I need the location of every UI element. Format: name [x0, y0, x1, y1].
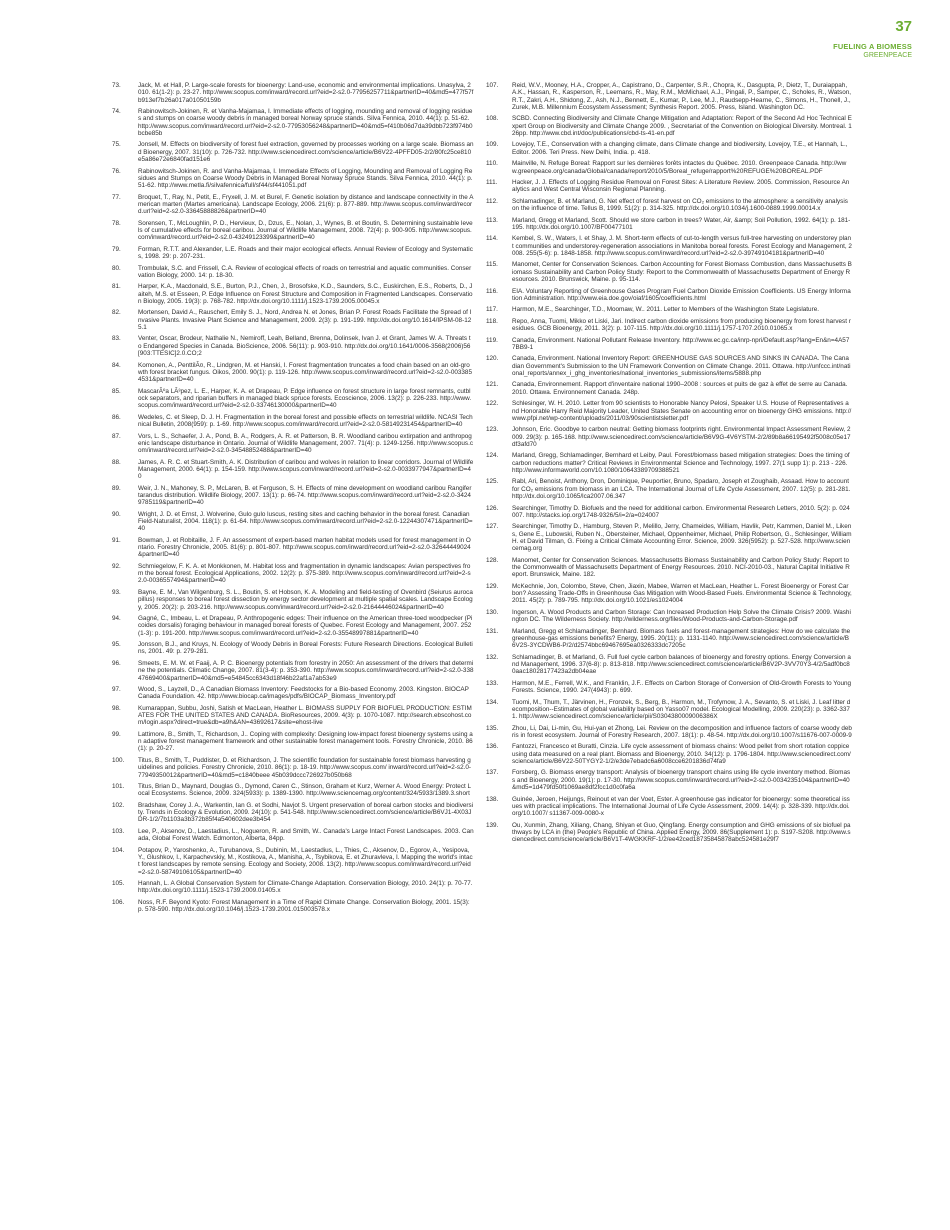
- reference-item: [112, 283, 474, 305]
- reference-number: 113.: [486, 216, 498, 224]
- reference-item: [112, 265, 474, 280]
- reference-number: 125.: [486, 478, 499, 486]
- reference-text: James, A. R. C. et Stuart-Smith, A. K. Distribution of caribou and wolves in relation to linear corridors. Journal of Wildlife Management, 2000. 64(1): p. 154-159. http://www.scopus.com/inward/record.url?eid=2-s2.0-0033977947&partnerID=40: [138, 458, 474, 481]
- reference-text: Lattimore, B., Smith, T., Richardson, J.. Coping with complexity: Designing low-impact forest bioenergy systems using an adaptive forest management framework and other sustainable forest management tools. Forestry Chronicle, 2010. 86(1): p. 20-27.: [138, 730, 473, 753]
- reference-item: [112, 641, 474, 656]
- reference-item: [486, 583, 852, 605]
- reference-text: MascarÃºa LÃ³pez, L. E., Harper, K. A. et Drapeau, P. Edge influence on forest structure in large forest remnants, cutblock separators, and riparian buffers in managed black spruce forests. Ecoscience, 2006. 13(2): p. 226-233. http://www.scopus.com/inward/record.url?eid=2-s2.0-33746130000&partnerID=40: [138, 387, 472, 410]
- reference-item: [486, 261, 852, 283]
- reference-item: [112, 828, 474, 843]
- reference-number: 77.: [112, 193, 121, 201]
- reference-text: Rabl, Ari, Benoist, Anthony, Dron, Dominique, Peuportier, Bruno, Spadaro, Joseph et Zoughaib, Assaad. How to account for CO₂ emissions from biomass in an LCA. The International Journal of Life Cycle Assessment, 2007. 12(5): p. 281-281. http://dx.doi.org/10.1065/lca2007.06.347: [512, 478, 851, 501]
- reference-item: [486, 557, 852, 579]
- reference-item: [112, 362, 474, 384]
- reference-item: [112, 899, 474, 914]
- reference-number: 87.: [112, 432, 121, 440]
- reference-number: 105.: [112, 880, 125, 888]
- reference-text: Zhou, Li, Dai, Li-min, Gu, Hui-yan et Zhong, Lei. Review on the decomposition and influence factors of coarse woody debris in forest ecosystem. Journal of Forestry Research, 2007. 18(1): p. 48-54. http://dx.doi.org/10.1007/s11676-007-0009-9: [512, 724, 852, 739]
- reference-text: Schlamadinger, B. et Marland, G. Full fuel cycle carbon balances of bioenergy and forestry options. Energy Conversion and Management, 1996. 37(6-8): p. 813-818. http://www.sciencedirect.com/science/article/B6V2P-3VV70Y3-4/2/5adf0bc80aac18028177423a2db04eae: [512, 653, 851, 676]
- reference-text: Schlamadinger, B. et Marland, G. Net effect of forest harvest on CO₂ emissions to the atmosphere: a sensitivity analysis on the influence of time. Tellus B, 1999. 51(2): p. 314-325. http://dx.doi.org/10.1034/j.1600-0889.1999.00014.x: [512, 197, 848, 213]
- reference-number: 86.: [112, 413, 121, 421]
- reference-item: [112, 388, 474, 410]
- reference-item: [112, 615, 474, 637]
- reference-item: [486, 628, 852, 650]
- reference-text: McKechnie, Jon, Colombo, Steve, Chen, Jiaxin, Mabee, Warren et MacLean, Heather L. Forest Bioenergy or Forest Carbon? Assessing Trade-Offs in Greenhouse Gas Mitigation with Wood-Based Fuels. Environmental Science & Technology, 2011. 45(2): p. 789-795. http://dx.doi.org/10.1021/es1024004: [512, 582, 852, 605]
- reference-text: Ingerson, A. Wood Products and Carbon Storage: Can Increased Production Help Solve the Climate Crisis? 2009. Washington DC. The Wilderness Society. http://wilderness.org/files/Wood-Products-and-Carbon-Storage.pdf: [512, 608, 851, 624]
- reference-item: [112, 309, 474, 331]
- reference-text: Mainville, N. Refuge Boreal: Rapport sur les dernières forêts intactes du Québec. 2010. Greenpeace Canada. http://www.greenpeace.org/canada/Global/canada/report/2010/5/Boreal_refuge/rapport%20REFUGE%20BOREAL.PDF: [512, 160, 847, 175]
- reference-item: [112, 757, 474, 779]
- reference-number: 73.: [112, 82, 121, 89]
- reference-text: Schlesinger, W. H. 2010. Letter from 90 scientists to Honorable Nancy Pelosi, Speaker U.S. House of Representatives and Honorable Harry Reid Majority Leader, United States Senate on accounting error on bioenergy GHG emissions. http://www.pfpi.net/wp-content/uploads/2011/03/90scientistsletter.pdf: [512, 400, 852, 422]
- publisher-name: GREENPEACE: [863, 52, 912, 59]
- reference-item: [112, 335, 474, 357]
- reference-item: [486, 796, 852, 818]
- reference-text: Forsberg, G. Biomass energy transport: Analysis of bioenergy transport chains using life cycle inventory method. Biomass and Bioenergy, 2000. 19(1): p. 17-30. http://www.scopus.com/inward/record.url?eid=2-s2.0-0034235104&partnerID=40&md5=1d479fd50f1069ae8df2fcc1d0c0fa6a: [512, 769, 851, 792]
- reference-number: 102.: [112, 801, 125, 809]
- reference-text: Reid, W.V., Mooney, H.A., Cropper, A., Capistrano, D., Carpenter, S.R., Chopra, K., Dasgupta, P., Dietz, T., Duraiappah, A.K., Hassan, R., Kasperson, R., Leemans, R., May, R.M., McMichael, A.J., Pingali, P., Samper, C., Scholes, R., Watson, R.T., Zakri, A.H., Shidong, Z., Ash, N.J., Bennett, E., Kumar, P., Lee, M.J., Raudsepp-Hearne, C., Simons, H., Thonell, J., Zurek, M.B. Millennium Ecosystem Assessment; Synthesis Report. 2005. Press, Island. Washington DC.: [512, 82, 852, 111]
- reference-item: [112, 246, 474, 261]
- reference-text: Kumarappan, Subbu, Joshi, Satish et MacLean, Heather L. BIOMASS SUPPLY FOR BIOFUEL PRODUCTION: ESTIMATES FOR THE UNITED STATES AND CANADA. BioResources, 2009. 4(3): p. 1070-1087. http://search.ebscohost.com/login.aspx?direct=true&db=a9h&AN=43692617&site=ehost-live: [138, 704, 472, 727]
- reference-number: 78.: [112, 219, 121, 227]
- page-number: 37: [895, 18, 912, 35]
- reference-item: [112, 563, 474, 585]
- reference-text: Titus, B., Smith, T., Puddister, D. et Richardson, J. The scientific foundation for sustainable forest biomass harvesting guidelines and policies. Forestry Chronicle, 2010. 86(1): p. 18-19. http://www.scopus.com/ inward/record.url?eid=2-s2.0-77949350012&partnerID=40&md5=c1840beee 45b039dccc726927b050b68: [138, 756, 472, 779]
- reference-number: 132.: [486, 653, 499, 661]
- reference-text: Marland, Gregg et Schlamadinger, Bernhard. Biomass fuels and forest-management strategies: How do we calculate the greenhouse-gas emissions benefits? Energy, 1995. 20(11): p. 1131-1140. http://www.sciencedirect.com/science/article/B6V2S-3YCDWB6-P/2/d2574bbc69467695ea0326333dc7205c: [512, 627, 851, 650]
- reference-number: 89.: [112, 484, 121, 492]
- report-title: FUELING A BIOMESS: [833, 42, 912, 51]
- reference-item: [486, 505, 852, 520]
- reference-text: Wedeles, C. et Sleep, D. J. H. Fragmentation in the boreal forest and possible effects on terrestrial wildlife. NCASI Technical Bulletin, 2008(959): p. 1-69. http://www.scopus.com/inward/record.url?eid=2-s2.0-58149231454&partnerID=40: [138, 413, 473, 429]
- reference-text: Jonsson, B.J., and Kruys, N. Ecology of Woody Debris in Boreal Forests: Future Research Directions. Ecological Bulletins, 2001. 49: p. 279-281.: [138, 641, 473, 656]
- reference-text: SCBD. Connecting Biodiversity and Climate Change Mitigation and Adaptation: Report of the Second Ad Hoc Technical Expert Group on Biodiversity and Climate Change 2009. , Secretariat of the Convention on Biological Diversity. Montreal. 126pp. http://www.cbd.int/doc/publications/cbd-ts-41-en.pdf: [512, 115, 852, 137]
- reference-number: 121.: [486, 381, 499, 389]
- reference-number: 98.: [112, 704, 121, 712]
- reference-item: [112, 459, 474, 481]
- reference-item: [112, 485, 474, 507]
- reference-text: Mortensen, David A., Rauschert, Emily S. J., Nord, Andrea N. et Jones, Brian P. Forest Roads Facilitate the Spread of Invasive Plants. Invasive Plant Science and Management, 2009. 2(3): p. 191-199. http://dx.doi.org/10.1614/IPSM-08-125.1: [138, 309, 472, 331]
- reference-number: 134.: [486, 698, 499, 706]
- reference-number: 83.: [112, 335, 121, 343]
- reference-number: 118.: [486, 317, 498, 325]
- reference-item: [112, 847, 474, 876]
- reference-item: [486, 680, 852, 695]
- reference-number: 136.: [486, 743, 499, 751]
- reference-item: [112, 589, 474, 611]
- reference-text: Trombulak, S.C. and Frissell, C.A. Review of ecological effects of roads on terrestrial and aquatic communities. Conservation Biology, 2000. 14: p. 18-30.: [138, 264, 472, 279]
- reference-item: [112, 705, 474, 727]
- reference-number: 126.: [486, 504, 499, 512]
- reference-text: Canada, Environment. National Pollutant Release Inventory. http://www.ec.gc.ca/inrp-npri/Default.asp?lang=En&n=4A577BB9-1: [512, 336, 850, 351]
- reference-number: 111.: [486, 179, 498, 187]
- reference-text: Bayne, E. M., Van Wilgenburg, S. L., Boutin, S. et Hobson, K. A. Modeling and field-testing of Ovenbird (Seiurus aurocapillus) responses to boreal forest dissection by energy sector development at multiple spatial scales. Landscape Ecology, 2005. 20(2): p. 203-216. http://www.scopus.com/inward/record.url?eid=2-s2.0-21644446024&partnerID=40: [138, 588, 473, 611]
- reference-item: [486, 478, 852, 500]
- reference-number: 137.: [486, 769, 499, 777]
- reference-number: 138.: [486, 795, 499, 803]
- reference-number: 129.: [486, 582, 499, 590]
- reference-number: 76.: [112, 167, 121, 175]
- reference-number: 75.: [112, 141, 121, 149]
- reference-text: Komonen, A., PenttilÃ¤, R., Lindgren, M. et Hanski, I. Forest fragmentation truncates a food chain based on an old-growth forest bracket fungus. Oikos, 2000. 90(1): p. 119-126. http://www.scopus.com/inward/record.url?eid=2-s2.0-0033854531&partnerID=40: [138, 361, 472, 384]
- reference-number: 135.: [486, 724, 499, 732]
- reference-number: 116.: [486, 287, 498, 295]
- reference-text: Venter, Oscar, Brodeur, Nathalie N., Nemiroff, Leah, Belland, Brenna, Dolinsek, Ivan J. et Grant, James W. A. Threats to Endangered Species in Canada. BioScience, 2006. 56(11): p. 903-910. http://dx.doi.org/10.1641/0006-3568(2006)56[903:TTESIC]2.0.CO;2: [138, 335, 471, 358]
- reference-text: Repo, Anna, Tuomi, Mikko et Liski, Jari. Indirect carbon dioxide emissions from producing bioenergy from forest harvest residues. GCB Bioenergy, 2011. 3(2): p. 107-115. http://dx.doi.org/10.1111/j.1757-1707.2010.01065.x: [512, 317, 851, 333]
- reference-item: [486, 609, 852, 624]
- reference-number: 114.: [486, 235, 498, 243]
- reference-item: [486, 699, 852, 721]
- reference-number: 106.: [112, 898, 125, 906]
- reference-item: [112, 82, 474, 104]
- reference-text: Searchinger, Timothy D., Hamburg, Steven P., Melillo, Jerry, Chameides, William, Havlik, Petr, Kammen, Daniel M., Likens, Gene E., Lubowski, Ruben N., Obersteiner, Michael, Oppenheimer, Michael, Philip Robertson, G., Schlesinger, William H. et David Tilman, G. Fixing a Critical Climate Accounting Error. Science, 2009. 326(5952): p. 527-528. http://www.sciencemag.org: [512, 523, 852, 553]
- reference-item: [112, 731, 474, 753]
- reference-number: 79.: [112, 245, 121, 253]
- reference-item: [112, 537, 474, 559]
- reference-item: [486, 115, 852, 137]
- reference-number: 124.: [486, 452, 499, 460]
- reference-item: [112, 194, 474, 216]
- reference-number: 91.: [112, 536, 121, 544]
- reference-number: 94.: [112, 615, 121, 623]
- reference-item: [486, 400, 852, 422]
- reference-number: 127.: [486, 523, 499, 531]
- reference-item: [486, 523, 852, 552]
- reference-number: 108.: [486, 115, 499, 123]
- references-left-column: [112, 82, 474, 918]
- reference-number: 101.: [112, 783, 125, 790]
- reference-number: 100.: [112, 756, 125, 764]
- reference-number: 103.: [112, 827, 125, 835]
- reference-text: Noss, R.F. Beyond Kyoto: Forest Management in a Time of Rapid Climate Change. Conservation Biology, 2001. 15(3): p. 578-590. http://dx.doi.org/10.1046/j.1523-1739.2001.015003578.x: [138, 898, 470, 914]
- reference-number: 133.: [486, 679, 499, 687]
- page-header: [833, 18, 912, 59]
- reference-item: [486, 160, 852, 175]
- reference-item: [486, 198, 852, 213]
- reference-text: Smeets, E. M. W. et Faaij, A. P. C. Bioenergy potentials from forestry in 2050: An assessment of the drivers that determine the potentials. Climatic Change, 2007. 81(3-4): p. 353-390. http://www.scopus.com/inward/record.url?eid=2-s2.0-33847669400&partnerID=40&md5=e54845cc6343d18f46b22af1a7ab53e9: [138, 659, 474, 682]
- reference-text: Marland, Gregg et Marland, Scott. Should we store carbon in trees? Water, Air, &amp; Soil Pollution, 1992. 64(1): p. 181-195. http://dx.doi.org/10.1007/BF00477101: [512, 216, 851, 231]
- reference-number: 93.: [112, 588, 121, 596]
- reference-text: EIA. Voluntary Reporting of Greenhouse Gases Program Fuel Carbon Dioxide Emission Coefficients. US Energy Information Administration. http://www.eia.doe.gov/oiaf/1605/coefficients.html: [512, 287, 851, 302]
- reference-text: Gagné, C., Imbeau, L. et Drapeau, P. Anthropogenic edges: Their influence on the American three-toed woodpecker (Picoides dorsalis) foraging behaviour in managed boreal forests of Quebec. Forest Ecology and Management, 2007. 252(1-3): p. 191-200. http://www.scopus.com/inward/record.url?eid=2-s2.0-35548997881&partnerID=40: [138, 615, 473, 637]
- reference-text: Manomet, Center for Conservation Sciences. Massachusetts Biomass Sustainability and Carbon Policy Study: Report to the Commonwealth of Massachusetts Department of Energy Resources. 2010. NCI-2010-03., Natural Capital Initiative Report. Brunswick, Maine. 182.: [512, 556, 850, 579]
- reference-number: 123.: [486, 426, 499, 434]
- reference-item: [112, 511, 474, 533]
- reference-number: 130.: [486, 608, 499, 616]
- reference-text: Hacker, J. J. Effects of Logging Residue Removal on Forest Sites: A Literature Review. 2005. Commission, Resource Analytics and West Central Wisconsin Regional Planning.: [512, 179, 850, 194]
- reference-text: Potapov, P., Yaroshenko, A., Turubanova, S., Dubinin, M., Laestadius, L., Thies, C., Aksenov, D., Egorov, A., Yesipova, Y., Glushkov, I., Karpachevskiy, M., Kostikova, A., Manisha, A., Tsybikova, E. et Zhuravleva, I. Mapping the world's intact forest landscapes by remote sensing. Ecology and Society, 2008. 13(2). http://www.scopus.com/inward/record.url?eid=2-s2.0-58749106105&partnerID=40: [138, 846, 473, 876]
- reference-number: 128.: [486, 556, 499, 564]
- reference-item: [112, 802, 474, 824]
- reference-item: [112, 414, 474, 429]
- reference-number: 90.: [112, 510, 121, 518]
- reference-item: [112, 880, 474, 895]
- reference-item: [486, 82, 852, 111]
- reference-item: [486, 426, 852, 448]
- reference-text: Titus, Brian D., Maynard, Douglas G., Dymond, Caren C., Stinson, Graham et Kurz, Werner A. Wood Energy: Protect Local Ecosystems. Science, 2009. 324(5933): p. 1389-1390. http://www.sciencemag.org/content/324/5933/1389.3.short: [138, 783, 472, 798]
- reference-item: [486, 318, 852, 333]
- reference-text: Searchinger, Timothy D. Biofuels and the need for additional carbon. Environmental Research Letters, 2010. 5(2): p. 024007. http://stacks.iop.org/1748-9326/5/i=2/a=024007: [512, 504, 850, 519]
- reference-number: 82.: [112, 309, 121, 317]
- reference-number: 81.: [112, 283, 121, 291]
- reference-item: [486, 217, 852, 232]
- reference-text: Canada, Environnement. Rapport d'inventaire national 1990–2008 : sources et puits de gaz à effet de serre au Canada. 2010. Ottawa. Environnement Canada. 248p.: [512, 381, 848, 396]
- reference-item: [486, 452, 852, 474]
- reference-number: 92.: [112, 562, 121, 570]
- reference-number: 119.: [486, 336, 498, 344]
- reference-text: Sorensen, T., McLoughlin, P. D., Hervieux, D., Dzus, E., Nolan, J., Wynes, B. et Boutin, S. Determining sustainable levels of cumulative effects for boreal caribou. Journal of Wildlife Management, 2008. 72(4): p. 900-905. http://www.scopus.com/inward/record.url?eid=2-s2.0-43249123399&partnerID=40: [138, 219, 473, 242]
- reference-text: Ou, Xunmin, Zhang, Xiliang, Chang, Shiyan et Guo, Qingfang. Energy consumption and GHG emissions of six biofuel pathways by LCA in (the) People's Republic of China. Applied Energy, 2009. 86(Supplement 1): p. S197-S208. http://www.sciencedirect.com/science/article/B6V1T-4WGKKRF-1/2/ee42ced18735845878abc524581e29f7: [512, 821, 851, 844]
- reference-item: [486, 654, 852, 676]
- reference-number: 115.: [486, 261, 498, 269]
- reference-number: 122.: [486, 400, 499, 408]
- reference-text: Lee, P., Aksenov, D., Laestadius, L., Nogueron, R. and Smith, W.. Canada's Large Intact Forest Landscapes. 2003. Canada, Global Forest Watch. Edmonton, Alberta, 84pp.: [138, 827, 474, 843]
- reference-item: [112, 168, 474, 190]
- reference-text: Rabinowitsch-Jokinen, R. and Vanha-Majamaa, I. Immediate Effects of Logging, Mounding and Removal of Logging Residues and Stumps on Coarse Woody Debris in Managed Boreal Norway Spruce Stands. Silva Fennica, 2010. 44(1): p. 51-62. http://www.metla.fi/silvafennica/full/sf44/sf441051.pdf: [138, 167, 473, 190]
- reference-number: 96.: [112, 659, 121, 667]
- reference-text: Broquet, T., Ray, N., Petit, E., Fryxell, J. M. et Burel, F. Genetic isolation by distance and landscape connectivity in the American marten (Martes americana). Landscape Ecology, 2006. 21(6): p. 877-889. http://www.scopus.com/inward/record.url?eid=2-s2.0-33645888826&partnerID=40: [138, 193, 474, 216]
- reference-text: Schmiegelow, F. K. A. et Monkkonen, M. Habitat loss and fragmentation in dynamic landscapes: Avian perspectives from the boreal forest. Ecological Applications, 2002. 12(2): p. 375-389. http://www.scopus.com/inward/record.url?eid=2-s2.0-0036557494&partnerID=40: [138, 562, 471, 585]
- references-right-column: [486, 82, 852, 848]
- reference-text: Wright, J. D. et Ernst, J. Wolverine, Gulo gulo luscus, resting sites and caching behavior in the boreal forest. Canadian Field-Naturalist, 2004. 118(1): p. 61-64. http://www.scopus.com/inward/record.url?eid=2-s2.0-12244307471&partnerID=40: [138, 510, 473, 533]
- reference-text: Manomet, Center for Conservation Sciences. Carbon Accounting for Forest Biomass Combustion, dans Massachusetts Biomass Sustainability and Carbon Policy Study: Report to the Commonwealth of Massachusetts Department of Energy Resources. 2010. Brunswick, Maine. p. 95-114.: [512, 261, 852, 284]
- reference-text: Harmon, M.E., Searchinger, T.D., Moomaw, W.. 2011. Letter to Members of the Washington State Legislature.: [512, 306, 819, 314]
- reference-item: [112, 783, 474, 798]
- reference-item: [486, 355, 852, 377]
- reference-text: Rabinowitsch-Jokinen, R. et Vanha-Majamaa, I. Immediate effects of logging, mounding and removal of logging residues and stumps on coarse woody debris in managed boreal Norway spruce stands. Silva Fennica, 2010. 44(1): p. 51-62. http://www.scopus.com/inward/record.url?eid=2-s2.0-77953056248&partnerID=40&md5=f410b06d7da39dbb723f974b0bcbe85b: [138, 108, 473, 137]
- reference-text: Kembel, S. W., Waters, I. et Shay, J. M. Short-term effects of cut-to-length versus full-tree harvesting on understorey plant communities and understorey-regeneration associations in Manitoba boreal forests. Forest Ecology and Management, 2008. 255(5-6): p. 1848-1858. http://www.scopus.com/inward/record.url?eid=2-s2.0-39749104181&partnerID=40: [512, 235, 852, 257]
- reference-item: [486, 769, 852, 791]
- reference-text: Harper, K.A., Macdonald, S.E., Burton, P.J., Chen, J., Brosofske, K.D., Saunders, S.C., Euskirchen, E.S., Roberts, D., Jaiteh, M.S. et Esseen, P. Edge Influence on Forest Structure and Composition in Fragmented Landscapes. Conservation Biology, 2005. 19(3): p. 768-782. http://dx.doi.org/10.1111/j.1523-1739.2005.00045.x: [138, 283, 473, 305]
- reference-item: [486, 743, 852, 765]
- reference-item: [486, 725, 852, 740]
- reference-number: 95.: [112, 641, 121, 649]
- reference-number: 112.: [486, 197, 498, 205]
- reference-item: [486, 381, 852, 396]
- reference-text: Forman, R.T.T. and Alexander, L.E. Roads and their major ecological effects. Annual Review of Ecology and Systematics, 1998. 29: p. 207-231.: [138, 245, 473, 261]
- reference-text: Fantozzi, Francesco et Buratti, Cinzia. Life cycle assessment of biomass chains: Wood pellet from short rotation coppice using data measured on a real plant. Biomass and Bioenergy, 2010. 34(12): p. 1796-1804. http://www.sciencedirect.com/science/article/B6V22-50TYGY2-1/2/e3de7ebadc6a6008cce6201836d74fa9: [512, 743, 851, 765]
- reference-item: [486, 179, 852, 194]
- reference-item: [486, 288, 852, 303]
- reference-text: Hannah, L. A Global Conservation System for Climate-Change Adaptation. Conservation Biology, 2010. 24(1): p. 70-77. http://dx.doi.org/10.1111/j.1523-1739.2009.01405.x: [138, 880, 473, 895]
- reference-number: 109.: [486, 141, 499, 149]
- reference-number: 107.: [486, 82, 499, 89]
- reference-number: 74.: [112, 108, 121, 116]
- reference-number: 88.: [112, 458, 121, 466]
- reference-item: [112, 686, 474, 701]
- reference-item: [486, 306, 852, 313]
- reference-text: Jack, M. et Hall, P. Large-scale forests for bioenergy: Land-use, economic and environmental implications. Unasylva, 2010. 61(1-2): p. 23-27. http://www.scopus.com/inward/record.url?eid=2-s2.0-77956257711&partnerID=40&md5=477f57fb913ef7b26a017a01050159b: [138, 82, 474, 104]
- reference-text: Johnson, Eric. Goodbye to carbon neutral: Getting biomass footprints right. Environmental Impact Assessment Review, 2009. 29(3): p. 165-168. http://www.sciencedirect.com/science/article/B6V9G-4V6YSTM-2/2/89b8a66195492f5008c05e17df3afd70: [512, 426, 851, 448]
- reference-number: 97.: [112, 685, 121, 693]
- reference-text: Harmon, M.E., Ferrell, W.K., and Franklin, J.F.. Effects on Carbon Storage of Conversion of Old-Growth Forests to Young Forests. Science, 1990. 247(4943): p. 699.: [512, 679, 852, 695]
- reference-item: [486, 822, 852, 844]
- reference-number: 84.: [112, 361, 121, 369]
- reference-text: Vors, L. S., Schaefer, J. A., Pond, B. A., Rodgers, A. R. et Patterson, B. R. Woodland caribou extirpation and anthropogenic landscape disturbance in Ontario. Journal of Wildlife Management, 2007. 71(4): p. 1249-1256. http://www.scopus.com/inward/record.url?eid=2-s2.0-34548852488&partnerID=40: [138, 432, 473, 455]
- reference-text: Wood, S., Layzell, D., A Canadian Biomass Inventory: Feedstocks for a Bio-based Economy. 2003. Kingston. BIOCAP Canada Foundation. 42. http://www.biocap.ca/images/pdfs/BIOCAP_Biomass_Inventory.pdf: [138, 685, 469, 701]
- reference-number: 131.: [486, 627, 499, 635]
- reference-text: Bradshaw, Corey J. A., Warkentin, Ian G. et Sodhi, Navjot S. Urgent preservation of boreal carbon stocks and biodiversity. Trends in Ecology & Evolution, 2009. 24(10): p. 541-548. http://www.sciencedirect.com/science/article/B6VJ1-4X03JDR-1/2/7b1103a3b372b85f4a540602dee3b454: [138, 801, 474, 824]
- reference-number: 117.: [486, 306, 498, 314]
- reference-text: Tuomi, M., Thum, T., Järvinen, H., Fronzek, S., Berg, B., Harmon, M., Trofymow, J. A., Sevanto, S. et Liski, J. Leaf litter decomposition--Estimates of global variability based on Yasso07 model. Ecological Modelling, 2009. 220(23): p. 3362-3371. http://www.sciencedirect.com/science/article/pii/S0304380009006386X: [512, 698, 851, 721]
- reference-item: [112, 220, 474, 242]
- reference-text: Weir, J. N., Mahoney, S. P., McLaren, B. et Ferguson, S. H. Effects of mine development on woodland caribou Rangifer tarandus distribution. Wildlife Biology, 2007. 13(1): p. 66-74. http://www.scopus.com/inward/record.url?eid=2-s2.0-34249785119&partnerID=40: [138, 484, 472, 507]
- reference-text: Marland, Gregg, Schlamadinger, Bernhard et Leiby, Paul. Forest/biomass based mitigation strategies: Does the timing of carbon reductions matter? Critical Reviews in Environmental Science and Technology, 1997. 27(1 supp 1): p. 213 - 226. http://www.informaworld.com/10.1080/10643389709388521: [512, 452, 850, 474]
- reference-text: Guinée, Jeroen, Heijungs, Reinout et van der Voet, Ester. A greenhouse gas indicator for bioenergy: some theoretical issues with practical implications. The International Journal of Life Cycle Assessment, 2009. 14(4): p. 328-339. http://dx.doi.org/10.1007/ s11367-009-0080-x: [512, 795, 850, 818]
- reference-text: Jonsell, M. Effects on biodiversity of forest fuel extraction, governed by processes working on a large scale. Biomass and Bioenergy, 2007. 31(10): p. 726-732. http://www.sciencedirect.com/science/article/B6V22-4PFFD05-2/2/80fc25ce810e5a86e72e6840fad151e6: [138, 141, 474, 164]
- reference-number: 120.: [486, 355, 499, 363]
- reference-number: 85.: [112, 387, 121, 395]
- reference-text: Canada, Environment. National Inventory Report: GREENHOUSE GAS SOURCES AND SINKS IN CANADA. The Canadian Government's Submission to the UN Framework Convention on Climate Change. 2011. Ottawa. http://unfccc.int/national_reports/annex_i_ghg_inventories/national_inventories_submissions/items/5888.php: [512, 355, 851, 377]
- reference-number: 80.: [112, 264, 121, 272]
- reference-item: [112, 108, 474, 137]
- reference-number: 110.: [486, 160, 498, 168]
- reference-text: Lovejoy, T.E., Conservation with a changing climate, dans Climate change and biodiversity, Lovejoy, T.E., et Hannah, L., Editor. 2006. Teri Press. New Delhi, India. p. 418.: [512, 141, 848, 156]
- reference-item: [112, 660, 474, 682]
- reference-number: 99.: [112, 730, 121, 738]
- reference-number: 139.: [486, 821, 499, 829]
- reference-item: [486, 235, 852, 257]
- reference-item: [112, 433, 474, 455]
- reference-item: [486, 141, 852, 156]
- reference-number: 104.: [112, 846, 125, 854]
- reference-item: [486, 337, 852, 352]
- reference-text: Bowman, J. et Robitaille, J. F. An assessment of expert-based marten habitat models used for forest management in Ontario. Forestry Chronicle, 2005. 81(6): p. 801-807. http://www.scopus.com/inward/record.url?eid=2-s2.0-32644449024&partnerID=40: [138, 536, 471, 559]
- reference-item: [112, 141, 474, 163]
